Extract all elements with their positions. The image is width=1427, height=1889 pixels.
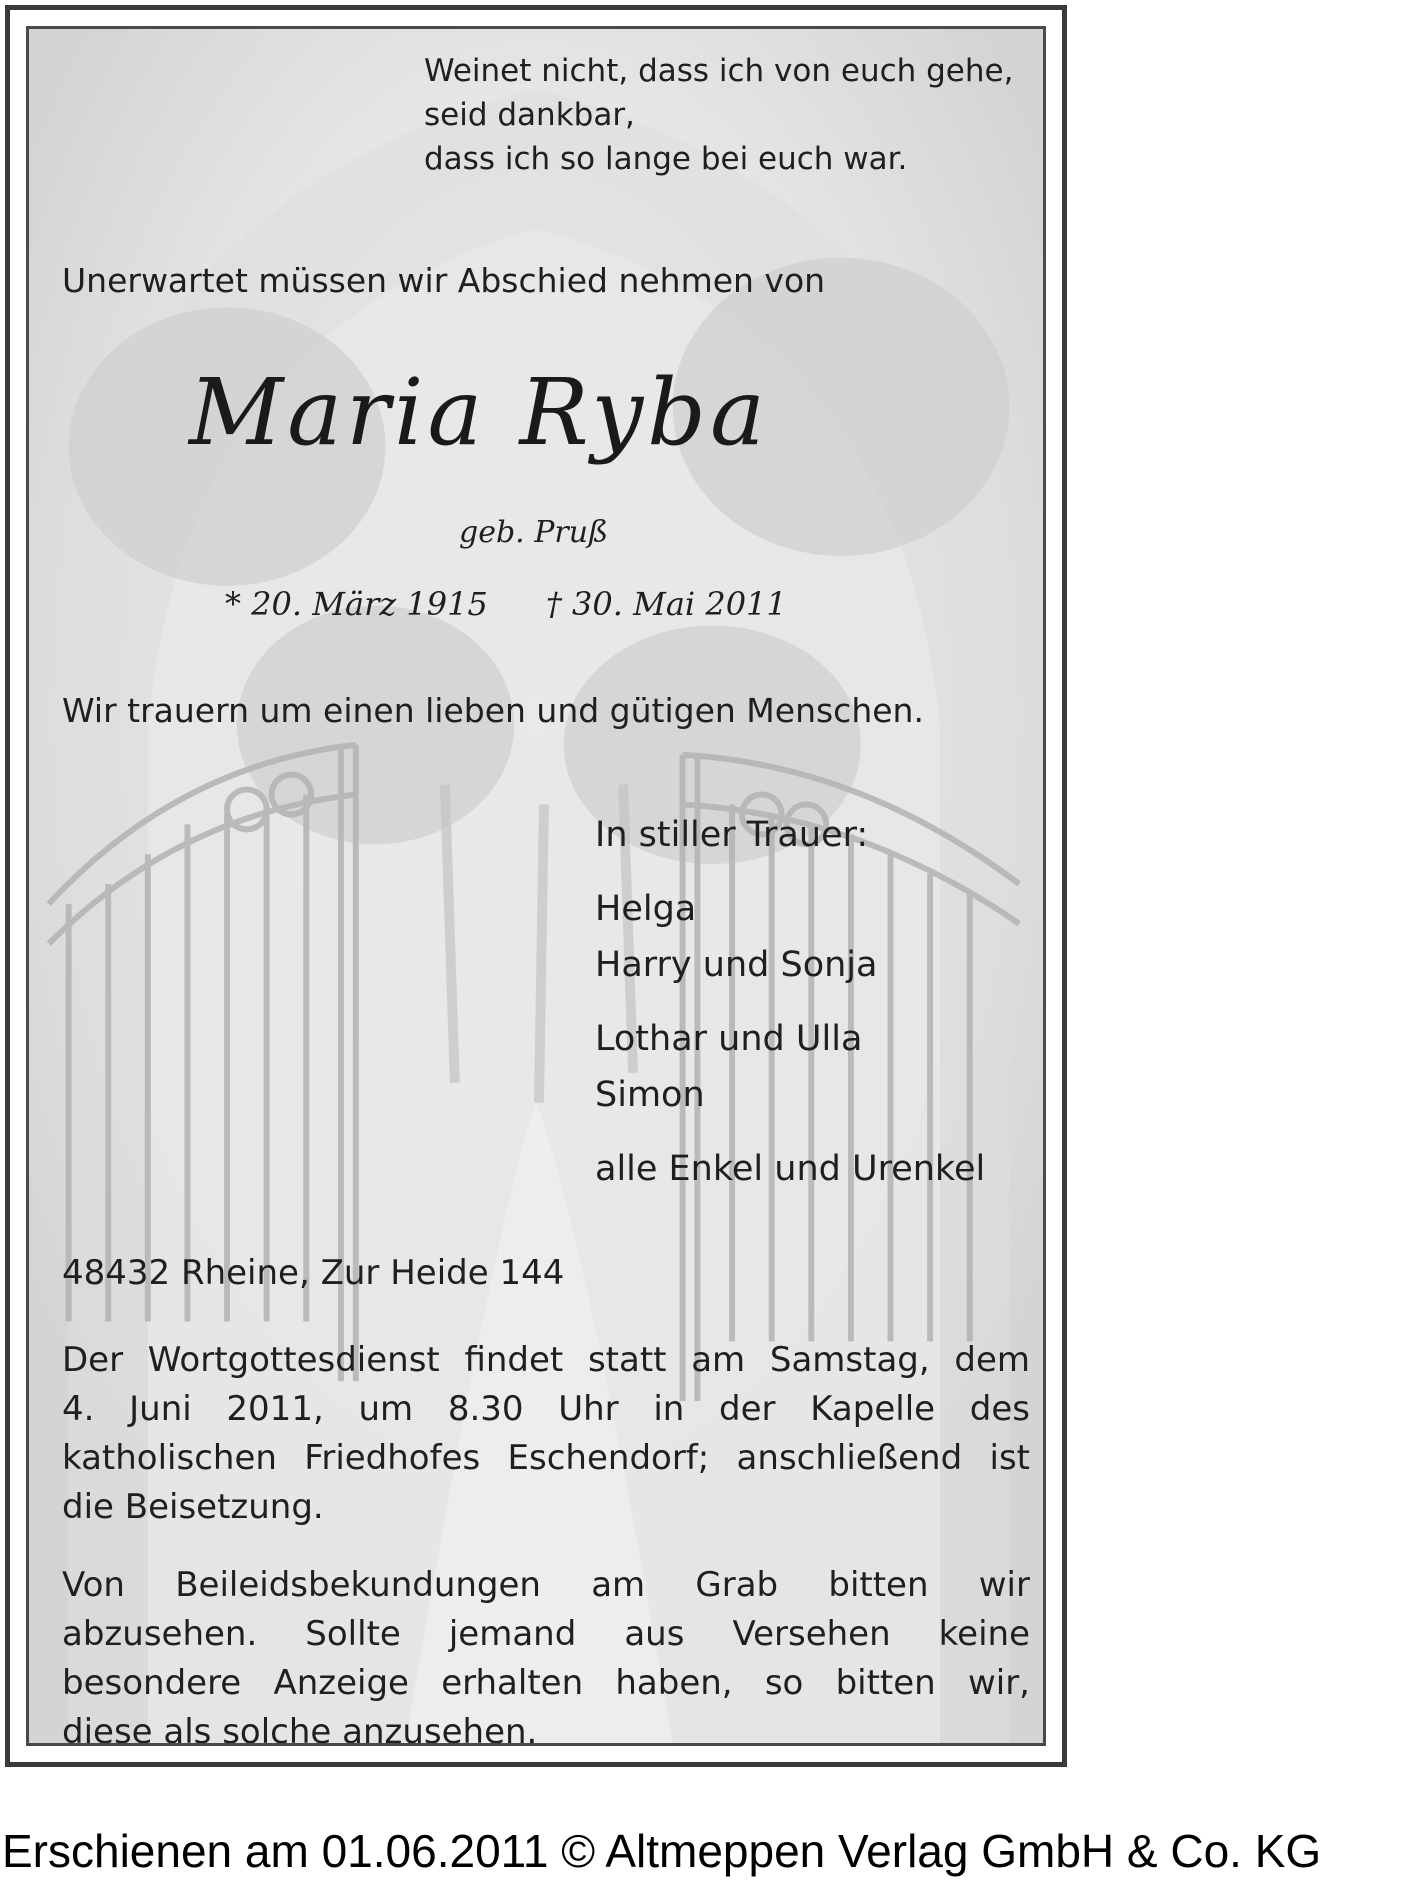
- mourner-name: alle Enkel und Urenkel: [595, 1149, 986, 1189]
- request-paragraph: [62, 1561, 1030, 1746]
- death-date: † 30. Mai 2011: [545, 585, 787, 623]
- mourning-line: Wir trauern um einen lieben und gütigen Menschen.: [62, 691, 924, 730]
- service-paragraph: [62, 1336, 1030, 1532]
- mourner-name: Harry und Sonja: [595, 945, 878, 985]
- service-line: Der Wortgottesdienst findet statt am Samstag, dem: [62, 1340, 1030, 1380]
- intro-line: Unerwartet müssen wir Abschied nehmen von: [62, 261, 826, 300]
- deceased-name: Maria Ryba: [189, 359, 769, 466]
- request-line: Von Beileidsbekundungen am Grab bitten wir: [62, 1565, 1030, 1605]
- service-line: katholischen Friedhofes Eschendorf; anschließend ist: [62, 1438, 1030, 1478]
- request-line: diese als solche anzusehen.: [62, 1712, 538, 1746]
- obituary-panel: [26, 26, 1046, 1746]
- motto-line: seid dankbar,: [424, 97, 635, 133]
- motto-verse: [424, 49, 1013, 181]
- birth-date: * 20. März 1915: [225, 585, 488, 623]
- obituary-content: [29, 29, 1043, 1746]
- motto-line: Weinet nicht, dass ich von euch gehe,: [424, 53, 1014, 89]
- service-line: die Beisetzung.: [62, 1487, 324, 1527]
- service-line: 4. Juni 2011, um 8.30 Uhr in der Kapelle des: [62, 1389, 1030, 1429]
- mourners-block: [595, 807, 985, 1197]
- motto-line: dass ich so lange bei euch war.: [424, 141, 908, 177]
- mourner-name: Lothar und Ulla: [595, 1019, 863, 1059]
- mourners-heading: In stiller Trauer:: [595, 815, 869, 855]
- request-line: abzusehen. Sollte jemand aus Versehen keine: [62, 1614, 1030, 1654]
- request-line: besondere Anzeige erhalten haben, so bitten wir,: [62, 1663, 1030, 1703]
- publication-footer: Erschienen am 01.06.2011 © Altmeppen Verlag GmbH & Co. KG: [2, 1825, 1322, 1877]
- life-dates: [225, 585, 787, 623]
- obituary-frame: [5, 5, 1067, 1767]
- family-address: 48432 Rheine, Zur Heide 144: [62, 1253, 565, 1293]
- maiden-name: geb. Pruß: [459, 515, 609, 550]
- mourner-name: Simon: [595, 1075, 705, 1115]
- mourner-name: Helga: [595, 889, 697, 929]
